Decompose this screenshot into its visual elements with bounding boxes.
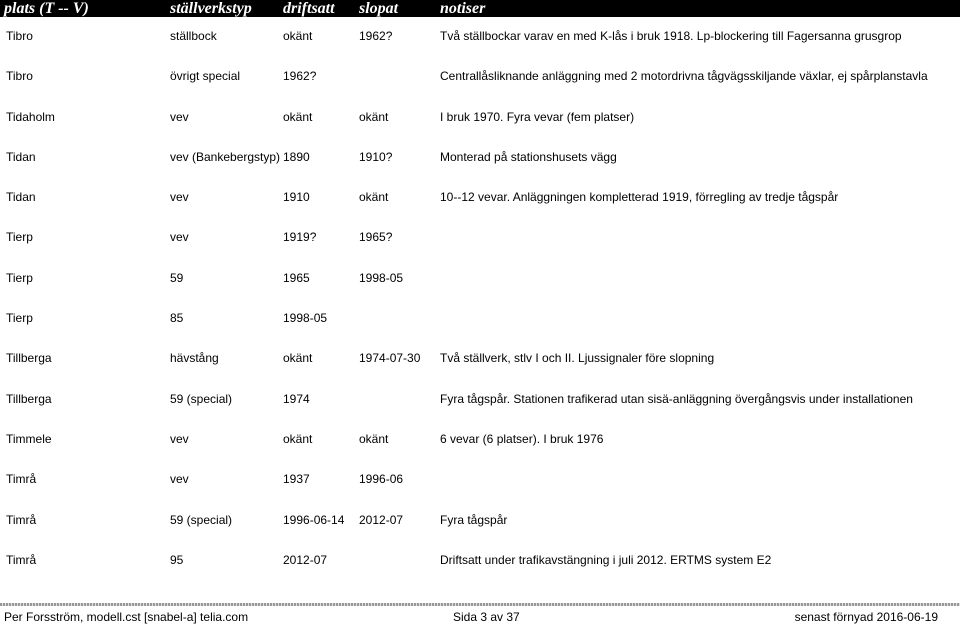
cell-driftsatt: 1996-06-14 xyxy=(283,512,345,527)
table-row xyxy=(0,541,960,581)
table-row xyxy=(0,98,960,138)
cell-typ: 59 (special) xyxy=(170,512,233,527)
cell-notiser: I bruk 1970. Fyra vevar (fem platser) xyxy=(440,109,635,124)
table-row xyxy=(0,218,960,258)
cell-slopat: 1998-05 xyxy=(359,270,404,285)
cell-slopat: 1996-06 xyxy=(359,472,404,487)
cell-notiser: Fyra tågspår xyxy=(440,512,508,527)
cell-plats: Timmele xyxy=(6,431,52,446)
header-slopat: slopat xyxy=(359,0,399,17)
cell-plats: Timrå xyxy=(6,552,37,567)
table-row xyxy=(0,299,960,339)
cell-typ: 85 xyxy=(170,311,184,326)
cell-plats: Tierp xyxy=(6,230,33,245)
cell-plats: Timrå xyxy=(6,472,37,487)
cell-plats: Tierp xyxy=(6,311,33,326)
cell-slopat: okänt xyxy=(359,190,389,205)
cell-plats: Tibro xyxy=(6,69,33,84)
cell-plats: Tillberga xyxy=(6,391,52,406)
cell-notiser: 10--12 vevar. Anläggningen kompletterad 1919, förregling av tredje tågspår xyxy=(440,190,839,205)
table-row xyxy=(0,178,960,218)
footer-divider xyxy=(0,603,960,606)
header-notiser: notiser xyxy=(440,0,486,17)
header-driftsatt: driftsatt xyxy=(283,0,335,17)
cell-typ: övrigt special xyxy=(170,69,241,84)
cell-typ: vev (Bankebergstyp) xyxy=(170,149,281,164)
table-row xyxy=(0,420,960,460)
cell-slopat: 1910? xyxy=(359,149,393,164)
table-header xyxy=(0,0,960,17)
cell-notiser: 6 vevar (6 platser). I bruk 1976 xyxy=(440,431,604,446)
cell-notiser: Fyra tågspår. Stationen trafikerad utan sisä-anläggning övergångsvis under installationen xyxy=(440,391,913,406)
footer-author: Per Forsström, modell.cst [snabel-a] telia.com xyxy=(4,610,249,624)
cell-plats: Tidaholm xyxy=(6,109,55,124)
cell-notiser: Två ställbockar varav en med K-lås i bruk 1918. Lp-blockering till Fagersanna grusgrop xyxy=(440,29,902,43)
cell-typ: vev xyxy=(170,190,189,205)
page-footer xyxy=(0,609,960,625)
cell-typ: vev xyxy=(170,431,189,446)
cell-typ: vev xyxy=(170,230,189,245)
cell-notiser: Driftsatt under trafikavstängning i juli 2012. ERTMS system E2 xyxy=(440,552,772,567)
cell-typ: vev xyxy=(170,109,189,124)
table-row xyxy=(0,57,960,97)
cell-typ: ställbock xyxy=(170,29,217,43)
cell-plats: Tierp xyxy=(6,270,33,285)
header-stallverkstyp: ställverkstyp xyxy=(170,0,252,17)
cell-plats: Tidan xyxy=(6,190,36,205)
cell-driftsatt: okänt xyxy=(283,431,313,446)
cell-typ: hävstång xyxy=(170,351,219,366)
cell-notiser: Monterad på stationshusets vägg xyxy=(440,149,617,164)
cell-driftsatt: okänt xyxy=(283,29,313,43)
cell-driftsatt: 1890 xyxy=(283,149,310,164)
cell-typ: 95 xyxy=(170,552,184,567)
cell-plats: Tibro xyxy=(6,29,33,43)
table-row xyxy=(0,17,960,57)
cell-slopat: okänt xyxy=(359,109,389,124)
cell-driftsatt: 2012-07 xyxy=(283,552,328,567)
footer-page-number: Sida 3 av 37 xyxy=(453,610,520,624)
footer-updated: senast förnyad 2016-06-19 xyxy=(794,610,938,624)
cell-notiser: Två ställverk, stlv I och II. Ljussignaler före slopning xyxy=(440,351,715,366)
table-row xyxy=(0,259,960,299)
table-row xyxy=(0,339,960,379)
table-body xyxy=(0,17,960,581)
cell-notiser: Centrallåsliknande anläggning med 2 motordrivna tågvägsskiljande växlar, ej spårplanstavla xyxy=(440,69,928,84)
cell-plats: Tillberga xyxy=(6,351,52,366)
cell-driftsatt: 1965 xyxy=(283,270,310,285)
table-row xyxy=(0,380,960,420)
cell-driftsatt: 1910 xyxy=(283,190,310,205)
cell-slopat: 1965? xyxy=(359,230,393,245)
cell-plats: Tidan xyxy=(6,149,36,164)
cell-slopat: okänt xyxy=(359,431,389,446)
cell-driftsatt: 1919? xyxy=(283,230,317,245)
cell-typ: 59 xyxy=(170,270,184,285)
cell-driftsatt: 1998-05 xyxy=(283,311,328,326)
cell-driftsatt: okänt xyxy=(283,351,313,366)
cell-typ: 59 (special) xyxy=(170,391,233,406)
cell-typ: vev xyxy=(170,472,189,487)
cell-driftsatt: 1974 xyxy=(283,391,310,406)
header-plats: plats (T -- V) xyxy=(4,0,89,17)
cell-slopat: 2012-07 xyxy=(359,512,404,527)
cell-slopat: 1974-07-30 xyxy=(359,351,421,366)
table-row xyxy=(0,460,960,500)
cell-slopat: 1962? xyxy=(359,29,393,43)
cell-driftsatt: okänt xyxy=(283,109,313,124)
table-row xyxy=(0,138,960,178)
table-row xyxy=(0,501,960,541)
cell-plats: Timrå xyxy=(6,512,37,527)
cell-driftsatt: 1962? xyxy=(283,69,317,84)
cell-driftsatt: 1937 xyxy=(283,472,310,487)
